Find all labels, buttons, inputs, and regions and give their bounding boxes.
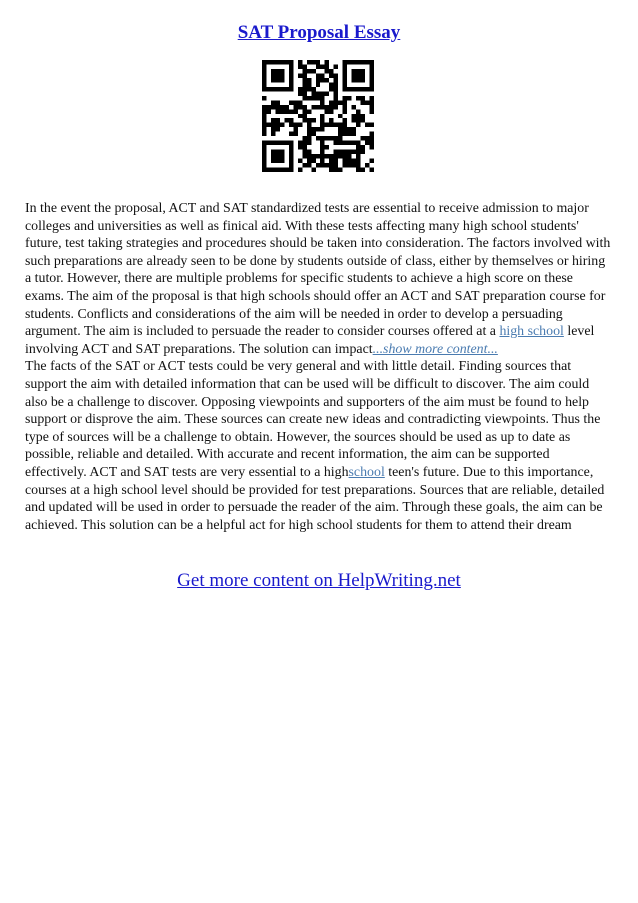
paragraph-text: In the event the proposal, ACT and SAT standardized tests are essential to receive admission to major colleges and universities as well as finical aid. With these tests affecting many high school students' future, test taking strategies and procedures should be taken into consideration. The factors involved with such preparations are already seen to be done by students outside of class, either by themselves or hiring a tutor. However, there are multiple problems for specific students to achieve a high score on these exams. The aim of the proposal is that high schools should offer an ACT and SAT preparation course for students. Conflicts and considerations of the aim will be needed in order to develop a persuading argument. The aim is included to persuade the reader to consider courses offered at a <box>25 201 611 340</box>
show-more-link[interactable]: ...show more content... <box>372 341 498 357</box>
qr-code-icon <box>262 60 374 172</box>
get-more-content-link[interactable]: Get more content on HelpWriting.net <box>177 570 461 591</box>
paragraph-text: The facts of the SAT or ACT tests could be very general and with little detail. Finding sources that support the aim with detailed information that can be used will be difficult to discover. The aim could also be a challenge to discover. Opposing viewpoints and supporters of the aim must be found to help support or disprove the aim. These sources can create new ideas and contradicting viewpoints. Thus the type of sources will be a challenge to obtain. However, the sources should be used as up to date as possible, reliable and detailed. With accurate and recent information, the aim can be supported effectively. ACT and SAT tests are very essential to a high <box>25 359 601 480</box>
essay-content <box>25 200 613 534</box>
school-link[interactable]: school <box>348 464 385 480</box>
document-title <box>0 22 638 44</box>
high-school-link[interactable]: high school <box>499 324 564 340</box>
paragraph-text: level involving ACT and SAT preparations. The solution can impact <box>25 324 595 357</box>
footer <box>0 570 638 592</box>
paragraph-text: teen's future. Due to this importance, courses at a high school level should be provided for test preparations. Sources that are reliable, detailed and updated will be used in order to persuade the reader of the aim. Through these goals, the aim can be achieved. This solution can be a helpful act for high school students for them to attend their dream <box>25 464 605 533</box>
title-link[interactable]: SAT Proposal Essay <box>237 22 401 43</box>
paragraph-intro <box>25 200 613 358</box>
paragraph-body <box>25 358 613 534</box>
